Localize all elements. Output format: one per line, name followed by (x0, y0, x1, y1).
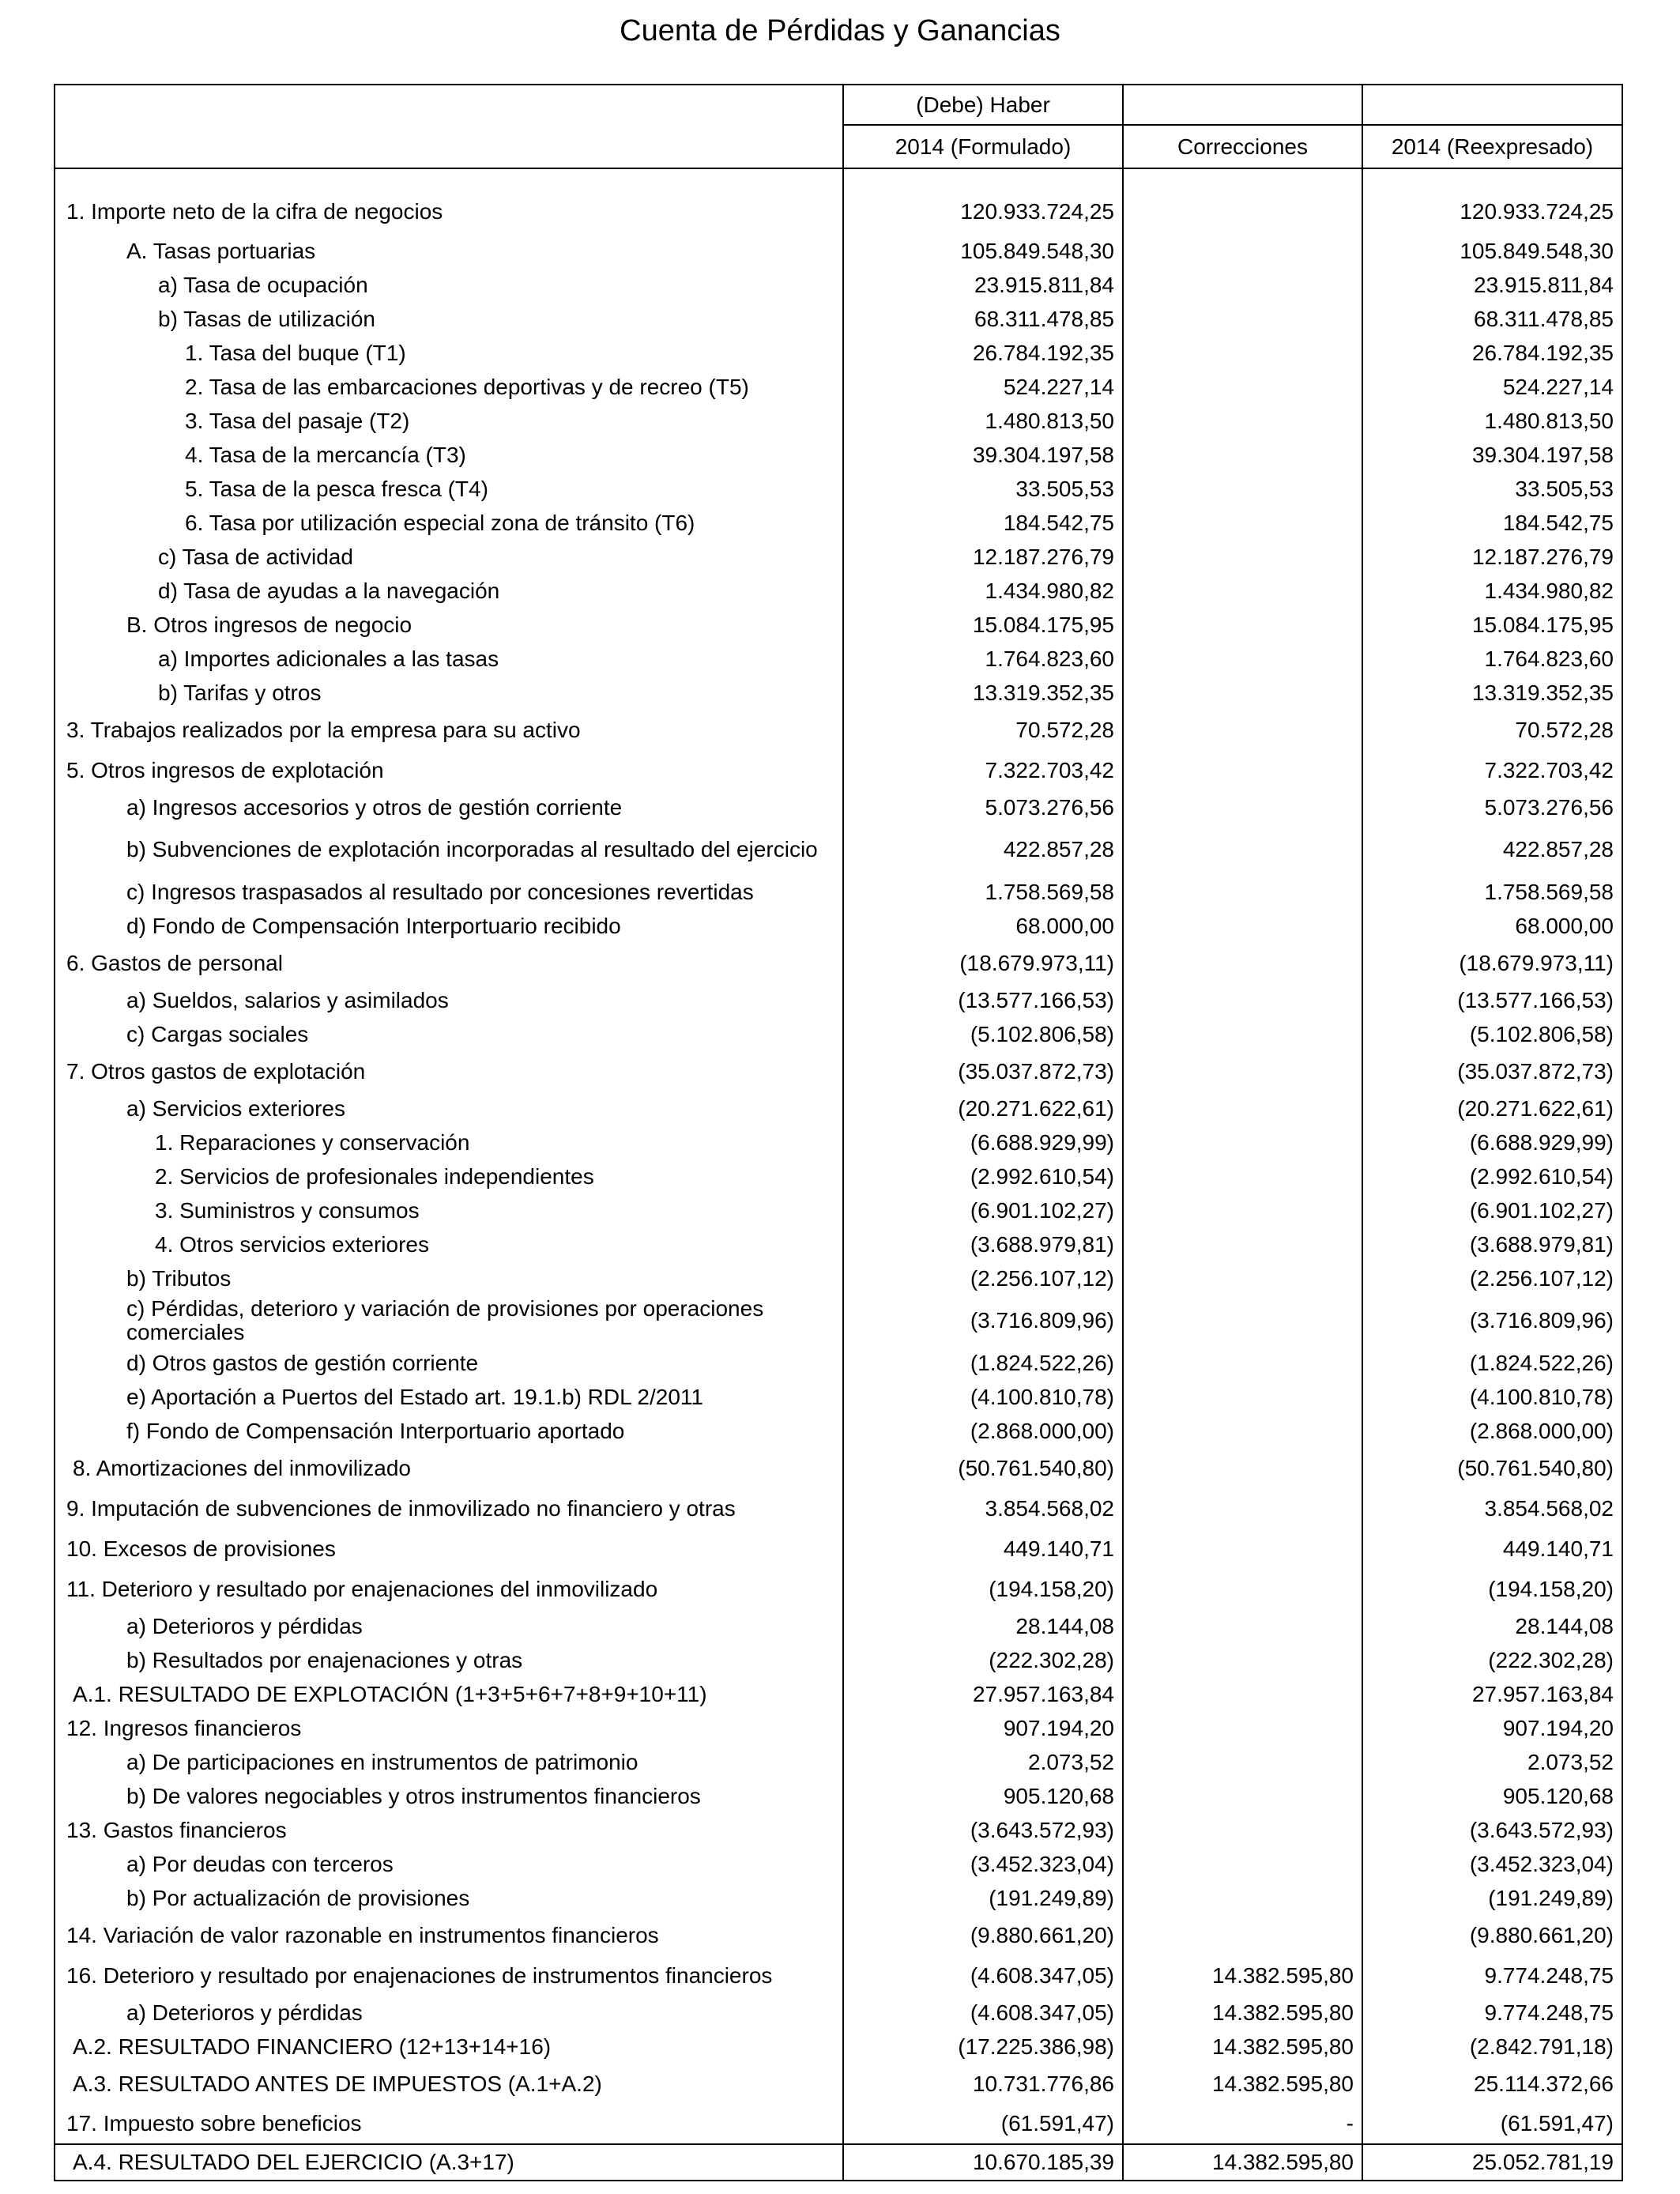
cell-reexpresado: (13.577.166,53) (1362, 983, 1622, 1017)
table-row (55, 1881, 1622, 1915)
total-row (55, 2144, 1622, 2181)
cell-reexpresado: 1.758.569,58 (1362, 875, 1622, 909)
cell-correcciones (1123, 1529, 1362, 1569)
table-row (55, 983, 1622, 1017)
header-row-1 (55, 85, 1622, 125)
cell-reexpresado: 26.784.192,35 (1362, 336, 1622, 370)
table-row (55, 1529, 1622, 1569)
table-row (55, 875, 1622, 909)
cell-formulado: 449.140,71 (843, 1529, 1123, 1569)
cell-formulado: (3.643.572,93) (843, 1813, 1123, 1847)
table-row (55, 1996, 1622, 2030)
cell-correcciones (1123, 1295, 1362, 1346)
table-row (55, 1193, 1622, 1227)
header-col-correcciones: Correcciones (1123, 125, 1362, 168)
cell-correcciones (1123, 1643, 1362, 1677)
row-label: A. Tasas portuarias (55, 234, 843, 268)
row-label: b) Tarifas y otros (55, 676, 843, 710)
row-label: c) Tasa de actividad (55, 540, 843, 574)
cell-correcciones: 14.382.595,80 (1123, 2064, 1362, 2104)
row-label: b) Por actualización de provisiones (55, 1881, 843, 1915)
cell-reexpresado: (20.271.622,61) (1362, 1091, 1622, 1125)
row-label: f) Fondo de Compensación Interportuario aportado (55, 1414, 843, 1448)
cell-formulado: 1.434.980,82 (843, 574, 1123, 608)
cell-formulado: 105.849.548,30 (843, 234, 1123, 268)
cell-correcciones: - (1123, 2104, 1362, 2144)
cell-reexpresado: (3.716.809,96) (1362, 1295, 1622, 1346)
cell-correcciones (1123, 472, 1362, 506)
cell-formulado: 27.957.163,84 (843, 1677, 1123, 1711)
table-row (55, 710, 1622, 750)
cell-correcciones (1123, 234, 1362, 268)
table-row (55, 472, 1622, 506)
cell-formulado: 1.480.813,50 (843, 404, 1123, 438)
table-row (55, 2104, 1622, 2144)
header-row-2 (55, 125, 1622, 168)
cell-correcciones (1123, 676, 1362, 710)
cell-correcciones (1123, 1569, 1362, 1609)
cell-reexpresado: 27.957.163,84 (1362, 1677, 1622, 1711)
cell-formulado: 10.731.776,86 (843, 2064, 1123, 2104)
cell-correcciones (1123, 790, 1362, 824)
row-label: a) Sueldos, salarios y asimilados (55, 983, 843, 1017)
cell-correcciones (1123, 943, 1362, 983)
table-row (55, 370, 1622, 404)
row-label: a) Deterioros y pérdidas (55, 1609, 843, 1643)
table-row (55, 1017, 1622, 1051)
row-label: a) Por deudas con terceros (55, 1847, 843, 1881)
table-row (55, 1227, 1622, 1261)
cell-correcciones (1123, 268, 1362, 302)
row-label: 6. Gastos de personal (55, 943, 843, 983)
cell-reexpresado: 3.854.568,02 (1362, 1488, 1622, 1529)
cell-formulado: 1.758.569,58 (843, 875, 1123, 909)
row-label: A.3. RESULTADO ANTES DE IMPUESTOS (A.1+A.2) (55, 2064, 843, 2104)
cell-reexpresado: 1.764.823,60 (1362, 642, 1622, 676)
table-row (55, 1643, 1622, 1677)
cell-reexpresado: 5.073.276,56 (1362, 790, 1622, 824)
row-label: d) Otros gastos de gestión corriente (55, 1346, 843, 1380)
cell-reexpresado: 23.915.811,84 (1362, 268, 1622, 302)
cell-reexpresado: 524.227,14 (1362, 370, 1622, 404)
cell-reexpresado: (6.901.102,27) (1362, 1193, 1622, 1227)
cell-reexpresado: 68.000,00 (1362, 909, 1622, 943)
cell-reexpresado: (1.824.522,26) (1362, 1346, 1622, 1380)
cell-formulado: (6.901.102,27) (843, 1193, 1123, 1227)
cell-correcciones: 14.382.595,80 (1123, 1996, 1362, 2030)
cell-reexpresado: (194.158,20) (1362, 1569, 1622, 1609)
cell-formulado: 39.304.197,58 (843, 438, 1123, 472)
cell-formulado: 7.322.703,42 (843, 750, 1123, 790)
cell-correcciones (1123, 1813, 1362, 1847)
row-label: 10. Excesos de provisiones (55, 1529, 843, 1569)
table-row (55, 1569, 1622, 1609)
cell-formulado: 68.000,00 (843, 909, 1123, 943)
cell-correcciones (1123, 1779, 1362, 1813)
cell-reexpresado: (61.591,47) (1362, 2104, 1622, 2144)
header-blank-cell (55, 125, 843, 168)
cell-reexpresado: 905.120,68 (1362, 1779, 1622, 1813)
row-label: d) Fondo de Compensación Interportuario recibido (55, 909, 843, 943)
table-row (55, 1346, 1622, 1380)
row-label: 13. Gastos financieros (55, 1813, 843, 1847)
table-row (55, 1159, 1622, 1193)
cell-reexpresado: (50.761.540,80) (1362, 1448, 1622, 1488)
cell-formulado: 10.670.185,39 (843, 2144, 1123, 2181)
cell-correcciones (1123, 875, 1362, 909)
row-label: 5. Tasa de la pesca fresca (T4) (55, 472, 843, 506)
cell-correcciones (1123, 506, 1362, 540)
cell-reexpresado: 15.084.175,95 (1362, 608, 1622, 642)
table-row (55, 438, 1622, 472)
cell-formulado: (3.716.809,96) (843, 1295, 1123, 1346)
row-label: A.4. RESULTADO DEL EJERCICIO (A.3+17) (55, 2144, 843, 2181)
cell-reexpresado: (18.679.973,11) (1362, 943, 1622, 983)
cell-formulado: (5.102.806,58) (843, 1017, 1123, 1051)
cell-correcciones (1123, 1881, 1362, 1915)
cell-formulado: 1.764.823,60 (843, 642, 1123, 676)
row-label: 2. Tasa de las embarcaciones deportivas y de recreo (T5) (55, 370, 843, 404)
cell-formulado: 184.542,75 (843, 506, 1123, 540)
table-row (55, 302, 1622, 336)
row-label: b) De valores negociables y otros instrumentos financieros (55, 1779, 843, 1813)
cell-formulado: 2.073,52 (843, 1745, 1123, 1779)
page-title: Cuenta de Pérdidas y Ganancias (620, 14, 1060, 47)
cell-formulado: (17.225.386,98) (843, 2030, 1123, 2064)
cell-formulado: (13.577.166,53) (843, 983, 1123, 1017)
cell-formulado: 33.505,53 (843, 472, 1123, 506)
row-label: B. Otros ingresos de negocio (55, 608, 843, 642)
cell-reexpresado: 120.933.724,25 (1362, 190, 1622, 234)
cell-reexpresado: 7.322.703,42 (1362, 750, 1622, 790)
cell-formulado: 70.572,28 (843, 710, 1123, 750)
row-label: 16. Deterioro y resultado por enajenaciones de instrumentos financieros (55, 1955, 843, 1996)
table-row (55, 750, 1622, 790)
cell-formulado: (3.452.323,04) (843, 1847, 1123, 1881)
row-label: 1. Reparaciones y conservación (55, 1125, 843, 1159)
cell-reexpresado: 25.114.372,66 (1362, 2064, 1622, 2104)
cell-reexpresado: (3.688.979,81) (1362, 1227, 1622, 1261)
spacer-row (55, 168, 1622, 190)
table-row (55, 506, 1622, 540)
cell-reexpresado: 449.140,71 (1362, 1529, 1622, 1569)
table-row (55, 1295, 1622, 1346)
table-row (55, 574, 1622, 608)
cell-correcciones (1123, 190, 1362, 234)
cell-correcciones (1123, 574, 1362, 608)
cell-reexpresado: 68.311.478,85 (1362, 302, 1622, 336)
row-label: 5. Otros ingresos de explotación (55, 750, 843, 790)
row-label: 17. Impuesto sobre beneficios (55, 2104, 843, 2144)
cell-reexpresado: (2.842.791,18) (1362, 2030, 1622, 2064)
cell-correcciones (1123, 1847, 1362, 1881)
cell-formulado: 12.187.276,79 (843, 540, 1123, 574)
cell-correcciones (1123, 1609, 1362, 1643)
cell-formulado: (194.158,20) (843, 1569, 1123, 1609)
row-label: 1. Importe neto de la cifra de negocios (55, 190, 843, 234)
table-row (55, 336, 1622, 370)
row-label: e) Aportación a Puertos del Estado art. 19.1.b) RDL 2/2011 (55, 1380, 843, 1414)
cell-formulado: 524.227,14 (843, 370, 1123, 404)
row-label: a) Tasa de ocupación (55, 268, 843, 302)
cell-formulado: (3.688.979,81) (843, 1227, 1123, 1261)
cell-formulado: (20.271.622,61) (843, 1091, 1123, 1125)
table-row (55, 824, 1622, 875)
cell-formulado: 422.857,28 (843, 824, 1123, 875)
cell-reexpresado: 1.434.980,82 (1362, 574, 1622, 608)
cell-reexpresado: 184.542,75 (1362, 506, 1622, 540)
cell-reexpresado: (9.880.661,20) (1362, 1915, 1622, 1955)
cell-formulado: 28.144,08 (843, 1609, 1123, 1643)
table-row (55, 404, 1622, 438)
table-row (55, 2030, 1622, 2064)
cell-correcciones (1123, 1051, 1362, 1091)
table-row (55, 1448, 1622, 1488)
cell-correcciones (1123, 1346, 1362, 1380)
table-row (55, 1125, 1622, 1159)
cell-formulado: 5.073.276,56 (843, 790, 1123, 824)
header-empty-cell (1123, 85, 1362, 125)
cell-formulado: 3.854.568,02 (843, 1488, 1123, 1529)
cell-correcciones (1123, 1125, 1362, 1159)
cell-correcciones (1123, 1488, 1362, 1529)
cell-formulado: (4.608.347,05) (843, 1996, 1123, 2030)
table-row (55, 540, 1622, 574)
cell-correcciones (1123, 983, 1362, 1017)
row-label: 3. Suministros y consumos (55, 1193, 843, 1227)
cell-correcciones (1123, 438, 1362, 472)
cell-reexpresado: 28.144,08 (1362, 1609, 1622, 1643)
cell-correcciones (1123, 1414, 1362, 1448)
row-label: 2. Servicios de profesionales independientes (55, 1159, 843, 1193)
row-label: A.1. RESULTADO DE EXPLOTACIÓN (1+3+5+6+7+8+9+10+11) (55, 1677, 843, 1711)
row-label: 4. Tasa de la mercancía (T3) (55, 438, 843, 472)
cell-reexpresado: 9.774.248,75 (1362, 1996, 1622, 2030)
row-label: 14. Variación de valor razonable en instrumentos financieros (55, 1915, 843, 1955)
table-row (55, 790, 1622, 824)
row-label: a) Ingresos accesorios y otros de gestión corriente (55, 790, 843, 824)
cell-reexpresado: (191.249,89) (1362, 1881, 1622, 1915)
row-label: 11. Deterioro y resultado por enajenaciones del inmovilizado (55, 1569, 843, 1609)
cell-correcciones (1123, 1159, 1362, 1193)
cell-reexpresado: (222.302,28) (1362, 1643, 1622, 1677)
table-row (55, 1261, 1622, 1295)
table-row (55, 909, 1622, 943)
header-col-reexpresado: 2014 (Reexpresado) (1362, 125, 1622, 168)
cell-formulado: (1.824.522,26) (843, 1346, 1123, 1380)
row-label: c) Ingresos traspasados al resultado por concesiones revertidas (55, 875, 843, 909)
header-empty-cell (1362, 85, 1622, 125)
cell-reexpresado: (5.102.806,58) (1362, 1017, 1622, 1051)
table-row (55, 1091, 1622, 1125)
cell-correcciones (1123, 1380, 1362, 1414)
cell-formulado: (2.992.610,54) (843, 1159, 1123, 1193)
table-row (55, 2064, 1622, 2104)
table-row (55, 1813, 1622, 1847)
cell-formulado: (4.608.347,05) (843, 1955, 1123, 1996)
table-row (55, 268, 1622, 302)
cell-formulado: (9.880.661,20) (843, 1915, 1123, 1955)
row-label: 4. Otros servicios exteriores (55, 1227, 843, 1261)
cell-reexpresado: 2.073,52 (1362, 1745, 1622, 1779)
table-row (55, 608, 1622, 642)
cell-formulado: (2.868.000,00) (843, 1414, 1123, 1448)
cell-formulado: (35.037.872,73) (843, 1051, 1123, 1091)
row-label: 7. Otros gastos de explotación (55, 1051, 843, 1091)
cell-reexpresado: 12.187.276,79 (1362, 540, 1622, 574)
cell-correcciones (1123, 1193, 1362, 1227)
table-row (55, 1488, 1622, 1529)
table-row (55, 234, 1622, 268)
table-row (55, 1955, 1622, 1996)
row-label: a) Deterioros y pérdidas (55, 1996, 843, 2030)
cell-reexpresado: 105.849.548,30 (1362, 234, 1622, 268)
cell-formulado: 15.084.175,95 (843, 608, 1123, 642)
cell-correcciones (1123, 1677, 1362, 1711)
table-row (55, 1380, 1622, 1414)
cell-reexpresado: (2.992.610,54) (1362, 1159, 1622, 1193)
cell-reexpresado: 422.857,28 (1362, 824, 1622, 875)
table-row (55, 1915, 1622, 1955)
cell-formulado: 13.319.352,35 (843, 676, 1123, 710)
cell-correcciones (1123, 336, 1362, 370)
cell-reexpresado: 33.505,53 (1362, 472, 1622, 506)
row-label: 3. Tasa del pasaje (T2) (55, 404, 843, 438)
row-label: b) Resultados por enajenaciones y otras (55, 1643, 843, 1677)
cell-reexpresado: 25.052.781,19 (1362, 2144, 1622, 2181)
cell-reexpresado: 13.319.352,35 (1362, 676, 1622, 710)
cell-reexpresado: 39.304.197,58 (1362, 438, 1622, 472)
cell-correcciones (1123, 1448, 1362, 1488)
cell-correcciones (1123, 608, 1362, 642)
row-label: 8. Amortizaciones del inmovilizado (55, 1448, 843, 1488)
row-label: 3. Trabajos realizados por la empresa para su activo (55, 710, 843, 750)
cell-correcciones (1123, 404, 1362, 438)
row-label: b) Subvenciones de explotación incorporadas al resultado del ejercicio (55, 824, 843, 875)
cell-reexpresado: (2.256.107,12) (1362, 1261, 1622, 1295)
cell-reexpresado: 907.194,20 (1362, 1711, 1622, 1745)
cell-correcciones (1123, 1915, 1362, 1955)
cell-formulado: 120.933.724,25 (843, 190, 1123, 234)
table-row (55, 1711, 1622, 1745)
income-statement-table (54, 84, 1623, 2181)
cell-correcciones (1123, 1261, 1362, 1295)
row-label: a) Servicios exteriores (55, 1091, 843, 1125)
row-label: c) Pérdidas, deterioro y variación de provisiones por operaciones comerciales (55, 1295, 843, 1346)
header-group-label: (Debe) Haber (843, 85, 1123, 125)
table-row (55, 1051, 1622, 1091)
cell-formulado: 907.194,20 (843, 1711, 1123, 1745)
table-row (55, 943, 1622, 983)
cell-formulado: (50.761.540,80) (843, 1448, 1123, 1488)
cell-formulado: 68.311.478,85 (843, 302, 1123, 336)
cell-reexpresado: (6.688.929,99) (1362, 1125, 1622, 1159)
row-label: d) Tasa de ayudas a la navegación (55, 574, 843, 608)
cell-correcciones (1123, 370, 1362, 404)
cell-reexpresado: (35.037.872,73) (1362, 1051, 1622, 1091)
cell-formulado: 26.784.192,35 (843, 336, 1123, 370)
cell-correcciones (1123, 909, 1362, 943)
table-row (55, 1414, 1622, 1448)
table-row (55, 1745, 1622, 1779)
cell-reexpresado: 70.572,28 (1362, 710, 1622, 750)
cell-correcciones (1123, 642, 1362, 676)
cell-formulado: (222.302,28) (843, 1643, 1123, 1677)
cell-correcciones (1123, 750, 1362, 790)
header-blank-cell (55, 85, 843, 125)
cell-correcciones: 14.382.595,80 (1123, 2144, 1362, 2181)
cell-correcciones: 14.382.595,80 (1123, 2030, 1362, 2064)
cell-correcciones (1123, 1227, 1362, 1261)
row-label: b) Tasas de utilización (55, 302, 843, 336)
table-row (55, 190, 1622, 234)
cell-formulado: (18.679.973,11) (843, 943, 1123, 983)
cell-formulado: (6.688.929,99) (843, 1125, 1123, 1159)
cell-correcciones (1123, 824, 1362, 875)
cell-formulado: (4.100.810,78) (843, 1380, 1123, 1414)
table-row (55, 642, 1622, 676)
cell-reexpresado: 1.480.813,50 (1362, 404, 1622, 438)
table-row (55, 1609, 1622, 1643)
cell-correcciones (1123, 1745, 1362, 1779)
table-row (55, 1847, 1622, 1881)
table-row (55, 1779, 1622, 1813)
cell-correcciones (1123, 710, 1362, 750)
row-label: 12. Ingresos financieros (55, 1711, 843, 1745)
cell-correcciones (1123, 1017, 1362, 1051)
cell-formulado: (61.591,47) (843, 2104, 1123, 2144)
cell-formulado: 23.915.811,84 (843, 268, 1123, 302)
cell-correcciones (1123, 1091, 1362, 1125)
cell-correcciones: 14.382.595,80 (1123, 1955, 1362, 1996)
row-label: a) Importes adicionales a las tasas (55, 642, 843, 676)
cell-formulado: (2.256.107,12) (843, 1261, 1123, 1295)
row-label: c) Cargas sociales (55, 1017, 843, 1051)
cell-formulado: 905.120,68 (843, 1779, 1123, 1813)
cell-correcciones (1123, 302, 1362, 336)
row-label: 1. Tasa del buque (T1) (55, 336, 843, 370)
cell-reexpresado: (2.868.000,00) (1362, 1414, 1622, 1448)
row-label: a) De participaciones en instrumentos de patrimonio (55, 1745, 843, 1779)
row-label: b) Tributos (55, 1261, 843, 1295)
cell-reexpresado: 9.774.248,75 (1362, 1955, 1622, 1996)
cell-reexpresado: (4.100.810,78) (1362, 1380, 1622, 1414)
cell-reexpresado: (3.643.572,93) (1362, 1813, 1622, 1847)
cell-formulado: (191.249,89) (843, 1881, 1123, 1915)
row-label: 9. Imputación de subvenciones de inmovilizado no financiero y otras (55, 1488, 843, 1529)
header-col-formulado: 2014 (Formulado) (843, 125, 1123, 168)
row-label: 6. Tasa por utilización especial zona de tránsito (T6) (55, 506, 843, 540)
row-label: A.2. RESULTADO FINANCIERO (12+13+14+16) (55, 2030, 843, 2064)
cell-correcciones (1123, 540, 1362, 574)
cell-reexpresado: (3.452.323,04) (1362, 1847, 1622, 1881)
cell-correcciones (1123, 1711, 1362, 1745)
table-row (55, 1677, 1622, 1711)
table-row (55, 676, 1622, 710)
